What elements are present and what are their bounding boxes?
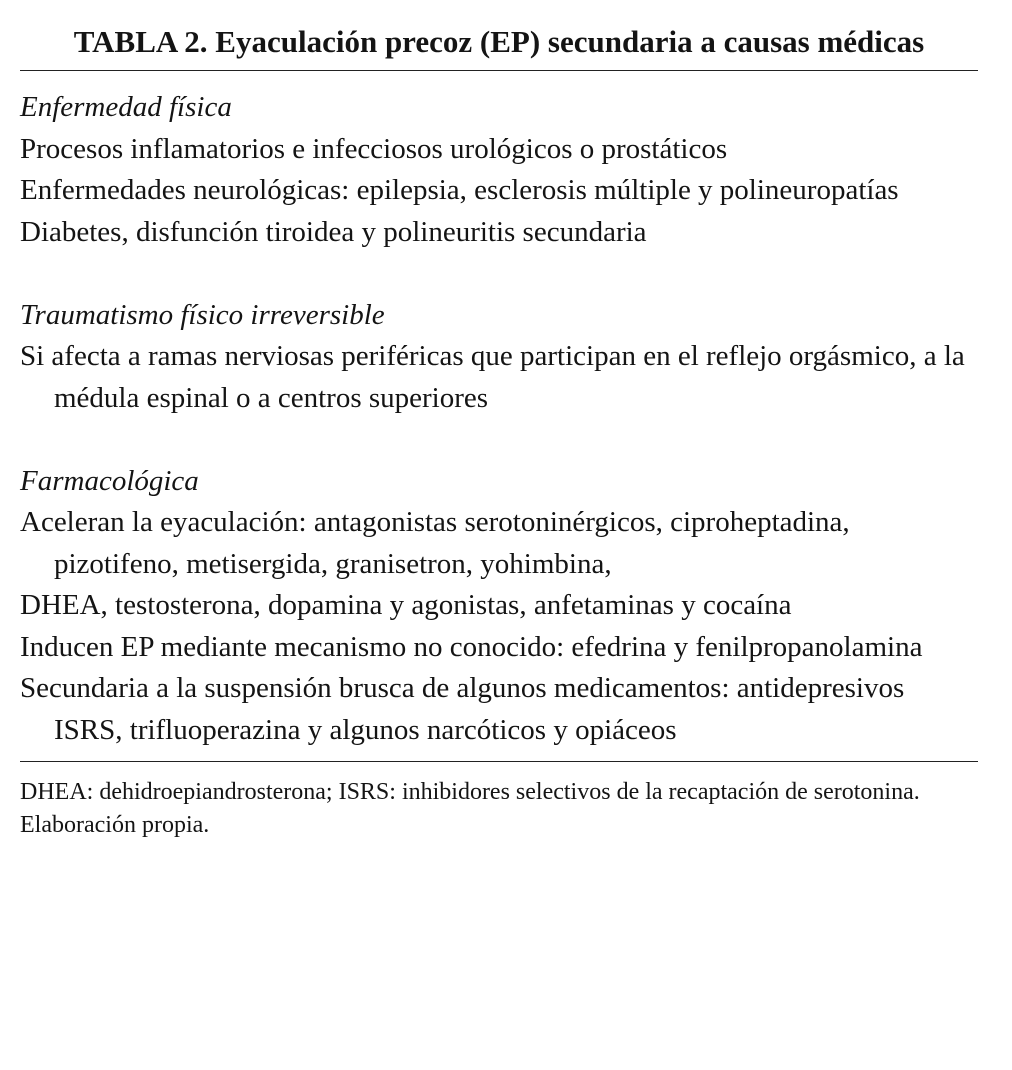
table-footnotes <box>20 762 978 842</box>
footnote-abbreviations: DHEA: dehidroepiandrosterona; ISRS: inhibidores selectivos de la recaptación de serotonina. <box>20 779 920 805</box>
list-item: Si afecta a ramas nerviosas periféricas que participan en el reflejo orgásmico, a la médula espinal o a centros superiores <box>20 340 965 414</box>
table-title: TABLA 2. Eyaculación precoz (EP) secundaria a causas médicas <box>73 24 925 59</box>
list-item: Enfermedades neurológicas: epilepsia, esclerosis múltiple y polineuropatías <box>20 174 899 206</box>
section-enfermedad-fisica <box>20 87 978 253</box>
table-container <box>20 22 978 842</box>
list-item: Secundaria a la suspensión brusca de algunos medicamentos: antidepresivos ISRS, trifluoperazina y algunos narcóticos y opiáceos <box>20 672 905 746</box>
list-item: Procesos inflamatorios e infecciosos urológicos o prostáticos <box>20 132 728 165</box>
section-heading: Traumatismo físico irreversible <box>20 298 385 331</box>
list-item: DHEA, testosterona, dopamina y agonistas, anfetaminas y cocaína <box>20 589 792 621</box>
section-farmacologica <box>20 461 978 752</box>
footnote-source: Elaboración propia. <box>20 812 210 838</box>
list-item: Aceleran la eyaculación: antagonistas serotoninérgicos, ciproheptadina, pizotifeno, metisergida, granisetron, yohimbina, <box>20 506 850 580</box>
section-heading: Farmacológica <box>20 464 199 497</box>
list-item: Diabetes, disfunción tiroidea y polineuritis secundaria <box>20 215 647 248</box>
list-item: Inducen EP mediante mecanismo no conocido: efedrina y fenilpropanolamina <box>20 630 923 663</box>
section-traumatismo <box>20 295 978 420</box>
table-body <box>20 71 978 761</box>
section-heading: Enfermedad física <box>20 91 232 123</box>
